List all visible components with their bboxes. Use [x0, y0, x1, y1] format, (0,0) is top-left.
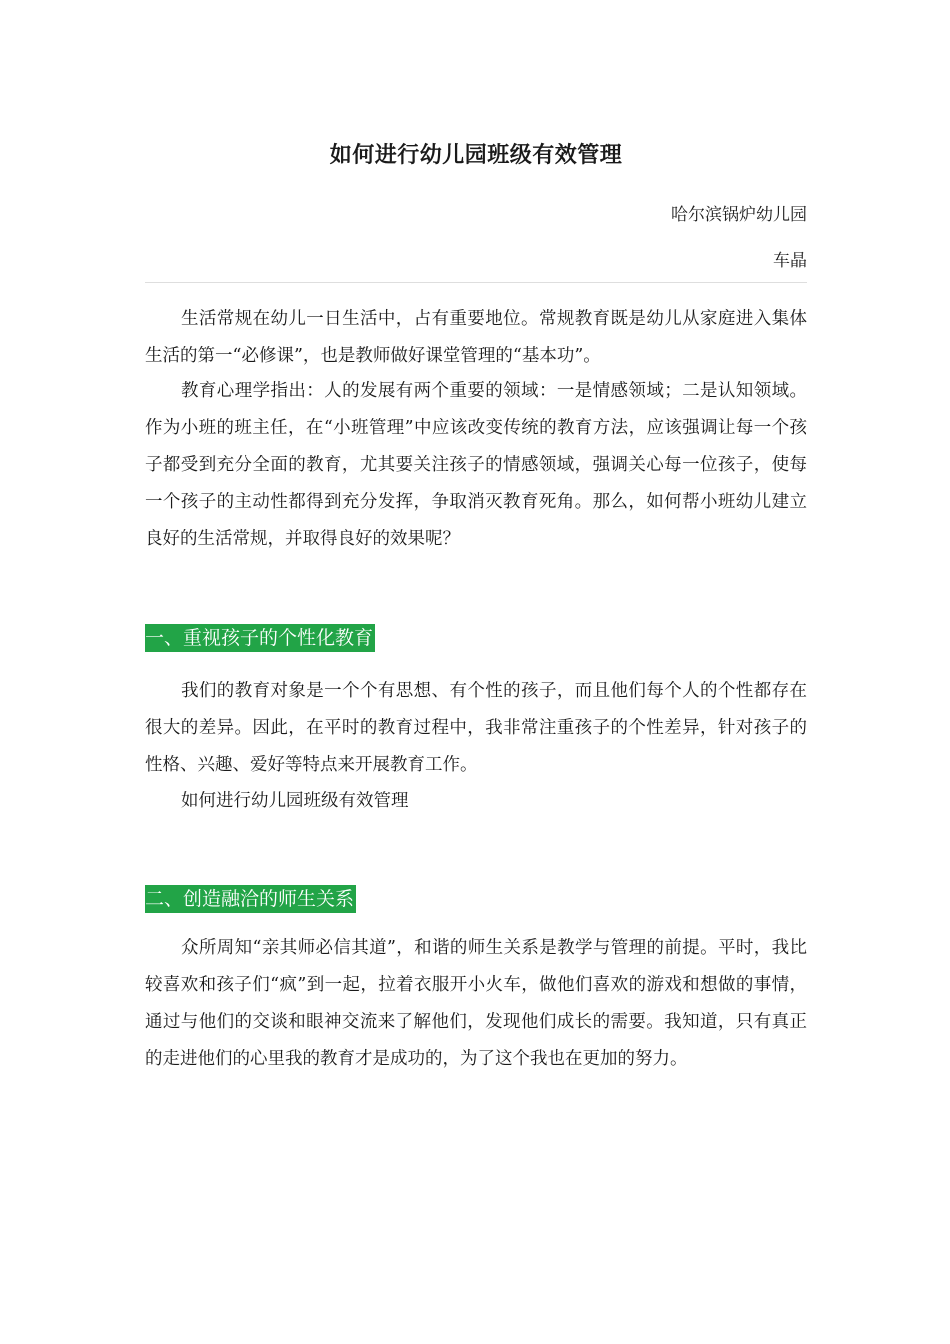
- document-title: 如何进行幼儿园班级有效管理: [329, 142, 623, 168]
- section-1-paragraph-1: 我们的教育对象是一个个有思想、有个性的孩子，而且他们每个人的个性都存在很大的差异。因此，在平时的教育过程中，我非常注重孩子的个性差异，针对孩子的性格、兴趣、爱好等特点来开展教育工作。: [145, 681, 807, 775]
- section-1-paragraph-2: 如何进行幼儿园班级有效管理: [181, 791, 409, 811]
- author-name: 车晶: [773, 251, 807, 271]
- author-organization: 哈尔滨锅炉幼儿园: [671, 205, 807, 225]
- section-2-heading: 二、创造融洽的师生关系: [145, 885, 356, 913]
- section-1-heading: 一、重视孩子的个性化教育: [145, 624, 375, 652]
- intro-paragraph-2: 教育心理学指出：人的发展有两个重要的领域：一是情感领域；二是认知领域。作为小班的班主任，在“小班管理”中应该改变传统的教育方法，应该强调让每一个孩子都受到充分全面的教育，尤其要关注孩子的情感领域，强调关心每一位孩子，使每一个孩子的主动性都得到充分发挥，争取消灭教育死角。那么，如何帮小班幼儿建立良好的生活常规，并取得良好的效果呢？: [145, 381, 807, 549]
- section-2-paragraph-1: 众所周知“亲其师必信其道”，和谐的师生关系是教学与管理的前提。平时，我比较喜欢和孩子们“疯”到一起，拉着衣服开小火车，做他们喜欢的游戏和想做的事情，通过与他们的交谈和眼神交流来了解他们，发现他们成长的需要。我知道，只有真正的走进他们的心里我的教育才是成功的，为了这个我也在更加的努力。: [145, 938, 807, 1069]
- header-divider: [145, 282, 807, 283]
- intro-paragraph-1: 生活常规在幼儿一日生活中，占有重要地位。常规教育既是幼儿从家庭进入集体生活的第一“必修课”，也是教师做好课堂管理的“基本功”。: [145, 309, 807, 366]
